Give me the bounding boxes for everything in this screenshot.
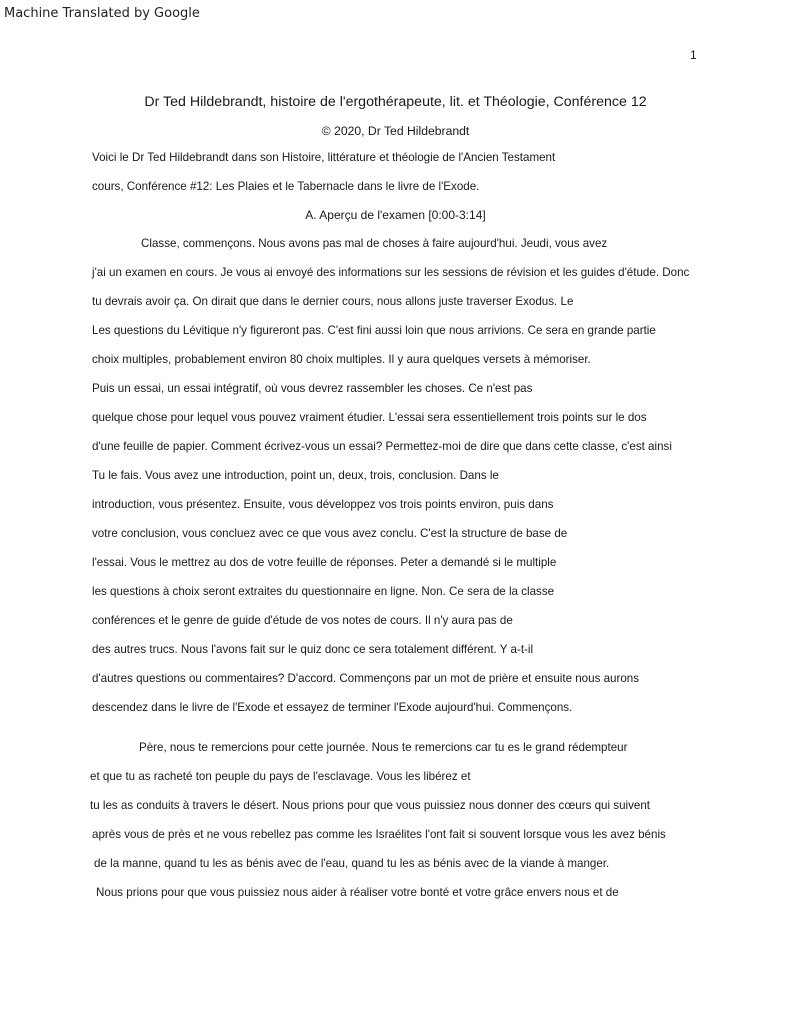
paragraph-line: des autres trucs. Nous l'avons fait sur le quiz donc ce sera totalement différent. Y a-t-il <box>92 643 534 656</box>
document-title: Dr Ted Hildebrandt, histoire de l'ergothérapeute, lit. et Théologie, Conférence 12 <box>144 94 647 110</box>
paragraph-line: Puis un essai, un essai intégratif, où vous devrez rassembler les choses. Ce n'est pas <box>92 382 533 395</box>
paragraph-line: choix multiples, probablement environ 80 choix multiples. Il y aura quelques versets à mémoriser. <box>92 353 591 366</box>
paragraph-line: les questions à choix seront extraites du questionnaire en ligne. Non. Ce sera de la classe <box>92 585 555 598</box>
paragraph-line: descendez dans le livre de l'Exode et essayez de terminer l'Exode aujourd'hui. Commençons. <box>92 701 573 714</box>
prayer-line: de la manne, quand tu les as bénis avec de l'eau, quand tu les as bénis avec de la viande à manger. <box>94 857 610 870</box>
paragraph-line: j'ai un examen en cours. Je vous ai envoyé des informations sur les sessions de révision et les guides d'étude. Donc <box>92 266 690 279</box>
prayer-line: après vous de près et ne vous rebellez pas comme les Israélites l'ont fait si souvent lorsque vous les avez bénis <box>92 828 666 841</box>
paragraph-line: tu devrais avoir ça. On dirait que dans le dernier cours, nous allons juste traverser Exodus. Le <box>92 295 574 308</box>
paragraph-line: Classe, commençons. Nous avons pas mal de choses à faire aujourd'hui. Jeudi, vous avez <box>141 237 608 250</box>
intro-line: Voici le Dr Ted Hildebrandt dans son Histoire, littérature et théologie de l'Ancien Testament <box>92 151 556 164</box>
section-heading: A. Aperçu de l'examen [0:00-3:14] <box>305 208 486 222</box>
prayer-line: Père, nous te remercions pour cette journée. Nous te remercions car tu es le grand rédempteur <box>139 741 628 754</box>
paragraph-line: introduction, vous présentez. Ensuite, vous développez vos trois points environ, puis dans <box>92 498 554 511</box>
paragraph-line: d'autres questions ou commentaires? D'accord. Commençons par un mot de prière et ensuite nous aurons <box>92 672 640 685</box>
paragraph-line: quelque chose pour lequel vous pouvez vraiment étudier. L'essai sera essentiellement trois points sur le dos <box>92 411 647 424</box>
page-number: 1 <box>690 48 697 62</box>
prayer-line: et que tu as racheté ton peuple du pays de l'esclavage. Vous les libérez et <box>90 770 471 783</box>
paragraph-line: d'une feuille de papier. Comment écrivez-vous un essai? Permettez-moi de dire que dans cette classe, c'est ainsi <box>92 440 672 453</box>
paragraph-line: conférences et le genre de guide d'étude de vos notes de cours. Il n'y aura pas de <box>92 614 513 627</box>
intro-line: cours, Conférence #12: Les Plaies et le Tabernacle dans le livre de l'Exode. <box>92 180 480 193</box>
paragraph-line: Les questions du Lévitique n'y figureront pas. C'est fini aussi loin que nous arrivions. Ce sera en grande partie <box>92 324 656 337</box>
copyright-line: © 2020, Dr Ted Hildebrandt <box>321 124 470 138</box>
prayer-line: Nous prions pour que vous puissiez nous aider à réaliser votre bonté et votre grâce envers nous et de <box>96 886 619 899</box>
paragraph-line: l'essai. Vous le mettrez au dos de votre feuille de réponses. Peter a demandé si le multiple <box>92 556 557 569</box>
translation-banner: Machine Translated by Google <box>4 6 200 21</box>
paragraph-line: Tu le fais. Vous avez une introduction, point un, deux, trois, conclusion. Dans le <box>92 469 499 482</box>
prayer-line: tu les as conduits à travers le désert. Nous prions pour que vous puissiez nous donner des cœurs qui suivent <box>90 799 651 812</box>
paragraph-line: votre conclusion, vous concluez avec ce que vous avez conclu. C'est la structure de base de <box>92 527 568 540</box>
